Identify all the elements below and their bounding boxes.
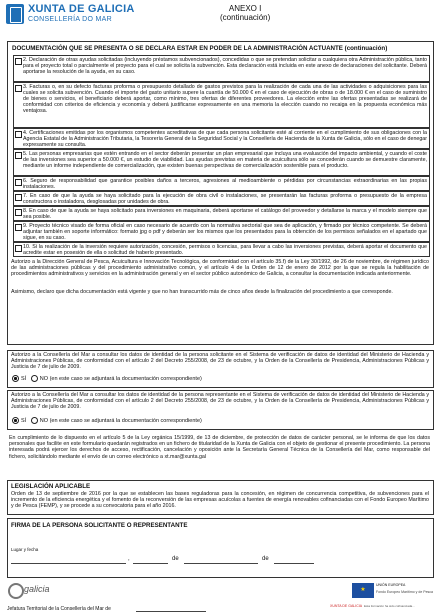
de-separator-1: de [172,556,179,562]
additional-declaration: Asimismo, declaro que dicha documentación está vigente y que no han transcurrido más de cinco años desde la finalización del procedimiento a que corresponde. [11,289,393,295]
consent-applicant-no-radio[interactable] [31,375,38,382]
doc-item-5-checkbox[interactable] [15,152,22,159]
annex-title: ANEXO I [228,4,262,13]
eu-flag-icon: ★ [352,583,374,598]
place-date-label: Lugar y fecha [11,547,39,552]
galicia-logo-icon [8,583,24,599]
privacy-notice: En cumplimiento de lo dispuesto en el artículo 5 de la Ley orgánica 15/1999, de 13 de diciembre, de protección de datos de carácter personal, se le informa de que los datos personales que facilite en este formulario quedarán registrados en un fichero de titularidad de la Xunta de Galicia con el objeto de gestionar el presente procedimiento. La persona interesada podrá ejercer los derechos de acceso, rectificación, cancelación y oposición ante la Secretaría General Técnica de la Consellería del Mar, como responsable del fichero, solicitándolo mediante el envío de un correo electrónico a xt.mar@xunta.gal [9,435,430,460]
place-separator: , [128,556,130,562]
brand-name: XUNTA DE GALICIA [28,3,135,15]
doc-item-5: 5. Las personas empresarias que estén entrando en el sector deberán presentar un plan empresarial que incluya una evaluación del impacto ambiental, y cuando el coste de las inversiones sea superior a 50.000 €, un estudio de viabilidad. Las ayudas previstas en materia de acuicultura sólo se concederán cuando se demuestre claramente, mediante un informe independiente de comercialización, que existen buenas perspectivas de comercialización sostenible para el producto. [13,149,430,176]
documentation-title: DOCUMENTACIÓN QUE SE PRESENTA O SE DECLARA ESTAR EN PODER DE LA ADMINISTRACIÓN ACTUANTE (continuación) [12,45,388,52]
consent-applicant-yes-radio[interactable] [12,375,19,382]
doc-item-10-checkbox[interactable] [15,245,22,252]
doc-item-8-checkbox[interactable] [15,209,22,216]
doc-item-4-checkbox[interactable] [15,131,22,138]
consent-representative-no-radio[interactable] [31,417,38,424]
doc-item-3: 3. Facturas o, en su defecto facturas proforma o presupuesto detallado de gastos previstos para la realización de cada una de las actividades o adquisiciones para las cuales se solicita subvención. Cuando el importe del gasto unitario supere la cuantía de 50.000 € en el caso de ejecución de obras o de 18.000 € en el caso de suministro de bienes o servicios, el beneficiario deberá aportar, como mínimo, tres ofertas de diferentes proveedores. La elección entre las ofertas presentadas se realizará de conformidad con criterios de eficiencia y economía y deberá justificarse expresamente en una memoria la elección cuando no recaiga en la propuesta económica más ventajosa. [13,82,430,128]
doc-item-6: 6. Seguro de responsabilidad que garantice posibles daños a terceros, agresiones al medioambiente o pérdidas por circunstancias extraordinarias en las propias instalaciones. [13,176,430,191]
year-field[interactable] [274,563,314,564]
doc-item-3-checkbox[interactable] [15,85,22,92]
xunta-logo-icon [6,4,24,24]
doc-item-4: 4. Certificaciones emitidas por los organismos competentes acreditativas de que cada persona solicitante esté al corriente en el cumplimiento de sus obligaciones con la Agencia Estatal de la Administración Tributaria, la Tesorería General de la Seguridad Social y la Consellería de Hacienda de la Xunta de Galicia, sólo en el caso de denegar expresamente su consulta. [13,128,430,149]
galicia-brand: galicia [24,584,50,594]
annex-subtitle: (continuación) [220,13,271,22]
de-separator-2: de [262,556,269,562]
doc-item-6-checkbox[interactable] [15,179,22,186]
legislation-text: Orden de 13 de septiembre de 2016 por la que se establecen las bases reguladoras para la concesión, en régimen de concurrencia competitiva, de subvenciones para el incremento de la eficiencia energética y el fomento de la reconversión de las empresas acuícolas a fuentes de energía renovables cofinanciadas con el Fondo Europeo Marítimo y de Pesca (FEMP), y se procede a su convocatoria para el año 2016. [11,491,429,510]
doc-item-9-checkbox[interactable] [15,224,22,231]
addressee-field[interactable] [136,611,206,612]
xunta-small-logo: XUNTA DE GALICIA [330,604,363,608]
consent-representative-yes-radio[interactable] [12,417,19,424]
place-field[interactable] [11,563,126,564]
doc-item-9: 9. Proyecto técnico visado de forma oficial en caso necesario de acuerdo con la normativa sectorial que sea de aplicación, y firmado por técnico competente. Se deberá adjuntar también en soporte informático: formato jpg o pdf y deberán ser los mismos que los presentados para la obtención de los permisos señalados en el apartado que sigue, en su caso. [13,221,430,242]
day-field[interactable] [133,563,168,564]
department-name: CONSELLERÍA DO MAR [28,16,112,23]
cofinancing-note: Esta formación ha sido cofinanciada... [364,604,415,608]
doc-item-2-checkbox[interactable] [15,58,22,65]
signature-title: FIRMA DE LA PERSONA SOLICITANTE O REPRESENTANTE [11,522,188,529]
consent-representative-options: SÍ NO (en este caso se adjuntará la documentación correspondiente) [12,417,412,424]
fund-label: Fondo Europeo Marítimo y de Pesca [376,590,434,594]
month-field[interactable] [184,563,258,564]
addressee-label: Jefatura Territorial de la Consellería del Mar de [7,606,111,612]
consent-applicant-options: SÍ NO (en este caso se adjuntará la documentación correspondiente) [12,375,412,382]
eu-label: UNIÓN EUROPEA [376,583,406,587]
consent-representative-text: Autorizo a la Consellería del Mar a consultar los datos de identidad de la persona representante en el Sistema de verificación de datos de identidad del Ministerio de Hacienda y Administraciones Públicas, de conformidad con el artículo 2 del Decreto 255/2008, de 23 de octubre, y la Orden de la Consellería de Presidencia, Administraciones Públicas y Justicia de 7 de julio de 2009. [11,392,429,411]
annex-heading [220,4,270,22]
consent-applicant-text: Autorizo a la Consellería del Mar a consultar los datos de identidad de la persona solicitante en el Sistema de verificación de datos de identidad del Ministerio de Hacienda y Administraciones Públicas, de conformidad con el artículo 2 del Decreto 255/2008, de 23 de octubre, y la Orden de la Consellería de Presidencia, Administraciones Públicas y Justicia de 7 de julio de 2009. [11,352,429,371]
legislation-title: LEGISLACIÓN APLICABLE [11,483,91,490]
doc-item-10: 10. Si la realización de la inversión requiere autorización, concesión, permisos o licencias, para llevar a cabo las inversiones previstas, deberá aportar el documento que acredite estar en posesión de ella o solicitud de haberlo presentado. [13,242,430,257]
authorization-text: Autorizo a la Dirección General de Pesca, Acuicultura e Innovación Tecnológica, de conformidad con el artículo 35.f) de la Ley 30/1992, de 26 de noviembre, de régimen jurídico de las administraciones públicas y del procedimiento administrativo común, y el artículo 4 de la Orden de 12 de enero de 2012 por la que se regula la habilitación de procedimientos administrativos y servicios en la administración general y en el sector público autonómico de Galicia, a consultar la documentación indicada anteriormente. [11,259,429,278]
doc-item-7-checkbox[interactable] [15,194,22,201]
doc-item-8: 8. En caso de que la ayuda se haya solicitado para inversiones en maquinaria, deberá aportarse el catálogo del proveedor y detallarse la marca y el modelo siempre que sea posible. [13,206,430,221]
doc-item-2: 2. Declaración de otras ayudas solicitadas (incluyendo préstamos subvencionados), concedidas o que se pretendan solicitar a cualquiera otra Administración pública, tanto para el proyecto total o parcialmente el proyecto para el cual se solicita la subvención. Esta declaración está incluida en este anexo de declaraciones del solicitante. Deberá aportarse la resolución de la ayuda, en su caso. [13,55,430,82]
doc-item-7: 7. En caso de que la ayuda se haya solicitado para la ejecución de obra civil o instalaciones, se presentarán las facturas proforma o presupuesto de la empresa constructora o instaladora, desglosadas por unidades de obra. [13,191,430,206]
